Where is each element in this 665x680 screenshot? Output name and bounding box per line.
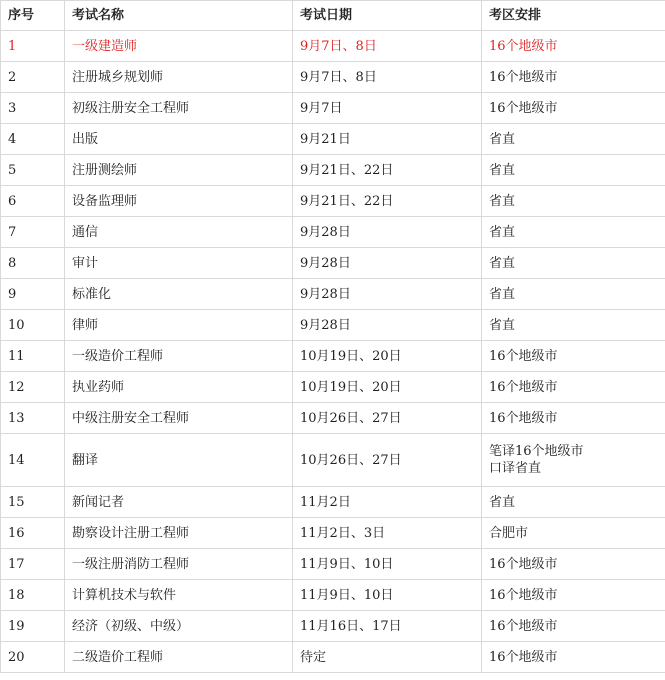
cell-date: 10月19日、20日: [293, 341, 482, 372]
cell-no: 19: [1, 611, 65, 642]
table-row: [1, 403, 665, 434]
cell-date: 11月9日、10日: [293, 549, 482, 580]
table-row: [1, 62, 665, 93]
header-name: 考试名称: [65, 1, 293, 31]
cell-date: 9月21日: [293, 124, 482, 155]
cell-date: 11月2日、3日: [293, 518, 482, 549]
cell-area: 16个地级市: [482, 403, 665, 434]
cell-name: 注册城乡规划师: [65, 62, 293, 93]
header-area: 考区安排: [482, 1, 665, 31]
table-row: [1, 279, 665, 310]
cell-name: 一级建造师: [65, 31, 293, 62]
cell-date: 10月19日、20日: [293, 372, 482, 403]
cell-name: 经济（初级、中级）: [65, 611, 293, 642]
cell-date: 10月26日、27日: [293, 434, 482, 487]
cell-date: 9月28日: [293, 217, 482, 248]
cell-area: 省直: [482, 279, 665, 310]
cell-date: 9月7日、8日: [293, 62, 482, 93]
cell-no: 15: [1, 487, 65, 518]
cell-area: 16个地级市: [482, 549, 665, 580]
cell-date: 9月28日: [293, 279, 482, 310]
header-date: 考试日期: [293, 1, 482, 31]
cell-no: 12: [1, 372, 65, 403]
cell-area-line-2: 口译省直: [489, 461, 542, 476]
table-row: [1, 372, 665, 403]
table-row: [1, 310, 665, 341]
cell-no: 18: [1, 580, 65, 611]
cell-name: 出版: [65, 124, 293, 155]
table-row: [1, 487, 665, 518]
table-header-row: [1, 1, 665, 31]
cell-date: 9月7日、8日: [293, 31, 482, 62]
cell-date: 9月28日: [293, 310, 482, 341]
cell-name: 翻译: [65, 434, 293, 487]
cell-name: 计算机技术与软件: [65, 580, 293, 611]
cell-area: 省直: [482, 155, 665, 186]
cell-date: 9月7日: [293, 93, 482, 124]
cell-no: 14: [1, 434, 65, 487]
table-row: [1, 611, 665, 642]
cell-name: 律师: [65, 310, 293, 341]
cell-area: 16个地级市: [482, 93, 665, 124]
cell-no: 3: [1, 93, 65, 124]
table-row: [1, 580, 665, 611]
cell-no: 16: [1, 518, 65, 549]
cell-area: 16个地级市: [482, 580, 665, 611]
cell-name: 执业药师: [65, 372, 293, 403]
table-row: [1, 186, 665, 217]
cell-name: 勘察设计注册工程师: [65, 518, 293, 549]
cell-no: 1: [1, 31, 65, 62]
cell-no: 4: [1, 124, 65, 155]
cell-area: 省直: [482, 487, 665, 518]
table-row: [1, 124, 665, 155]
cell-area: 16个地级市: [482, 611, 665, 642]
cell-name: 新闻记者: [65, 487, 293, 518]
table-row: [1, 341, 665, 372]
cell-no: 2: [1, 62, 65, 93]
table-row: [1, 155, 665, 186]
cell-no: 11: [1, 341, 65, 372]
cell-area: 16个地级市: [482, 642, 665, 673]
cell-area: 16个地级市: [482, 372, 665, 403]
cell-area: 省直: [482, 310, 665, 341]
cell-name: 审计: [65, 248, 293, 279]
cell-no: 20: [1, 642, 65, 673]
cell-name: 设备监理师: [65, 186, 293, 217]
table-row: [1, 434, 665, 487]
cell-no: 13: [1, 403, 65, 434]
header-no: 序号: [1, 1, 65, 31]
cell-no: 10: [1, 310, 65, 341]
cell-date: 待定: [293, 642, 482, 673]
cell-area: 16个地级市: [482, 62, 665, 93]
table-row: [1, 31, 665, 62]
cell-date: 9月28日: [293, 248, 482, 279]
cell-no: 9: [1, 279, 65, 310]
cell-name: 二级造价工程师: [65, 642, 293, 673]
table-row: [1, 217, 665, 248]
table-row: [1, 642, 665, 673]
table-row: [1, 93, 665, 124]
cell-date: 11月9日、10日: [293, 580, 482, 611]
cell-area: 16个地级市: [482, 31, 665, 62]
cell-name: 标准化: [65, 279, 293, 310]
cell-no: 17: [1, 549, 65, 580]
table-row: [1, 549, 665, 580]
cell-name: 通信: [65, 217, 293, 248]
cell-date: 11月16日、17日: [293, 611, 482, 642]
cell-area: 省直: [482, 217, 665, 248]
cell-date: 10月26日、27日: [293, 403, 482, 434]
cell-no: 7: [1, 217, 65, 248]
cell-area: [482, 434, 665, 487]
cell-area: 省直: [482, 186, 665, 217]
cell-no: 8: [1, 248, 65, 279]
cell-name: 注册测绘师: [65, 155, 293, 186]
cell-area: 合肥市: [482, 518, 665, 549]
cell-name: 一级造价工程师: [65, 341, 293, 372]
cell-area: 省直: [482, 248, 665, 279]
cell-date: 9月21日、22日: [293, 155, 482, 186]
cell-area-line-1: 笔译16个地级市: [489, 444, 584, 459]
cell-area: 省直: [482, 124, 665, 155]
cell-no: 5: [1, 155, 65, 186]
cell-date: 9月21日、22日: [293, 186, 482, 217]
table-row: [1, 518, 665, 549]
cell-name: 一级注册消防工程师: [65, 549, 293, 580]
cell-area: 16个地级市: [482, 341, 665, 372]
cell-no: 6: [1, 186, 65, 217]
table-row: [1, 248, 665, 279]
cell-name: 中级注册安全工程师: [65, 403, 293, 434]
cell-name: 初级注册安全工程师: [65, 93, 293, 124]
cell-date: 11月2日: [293, 487, 482, 518]
